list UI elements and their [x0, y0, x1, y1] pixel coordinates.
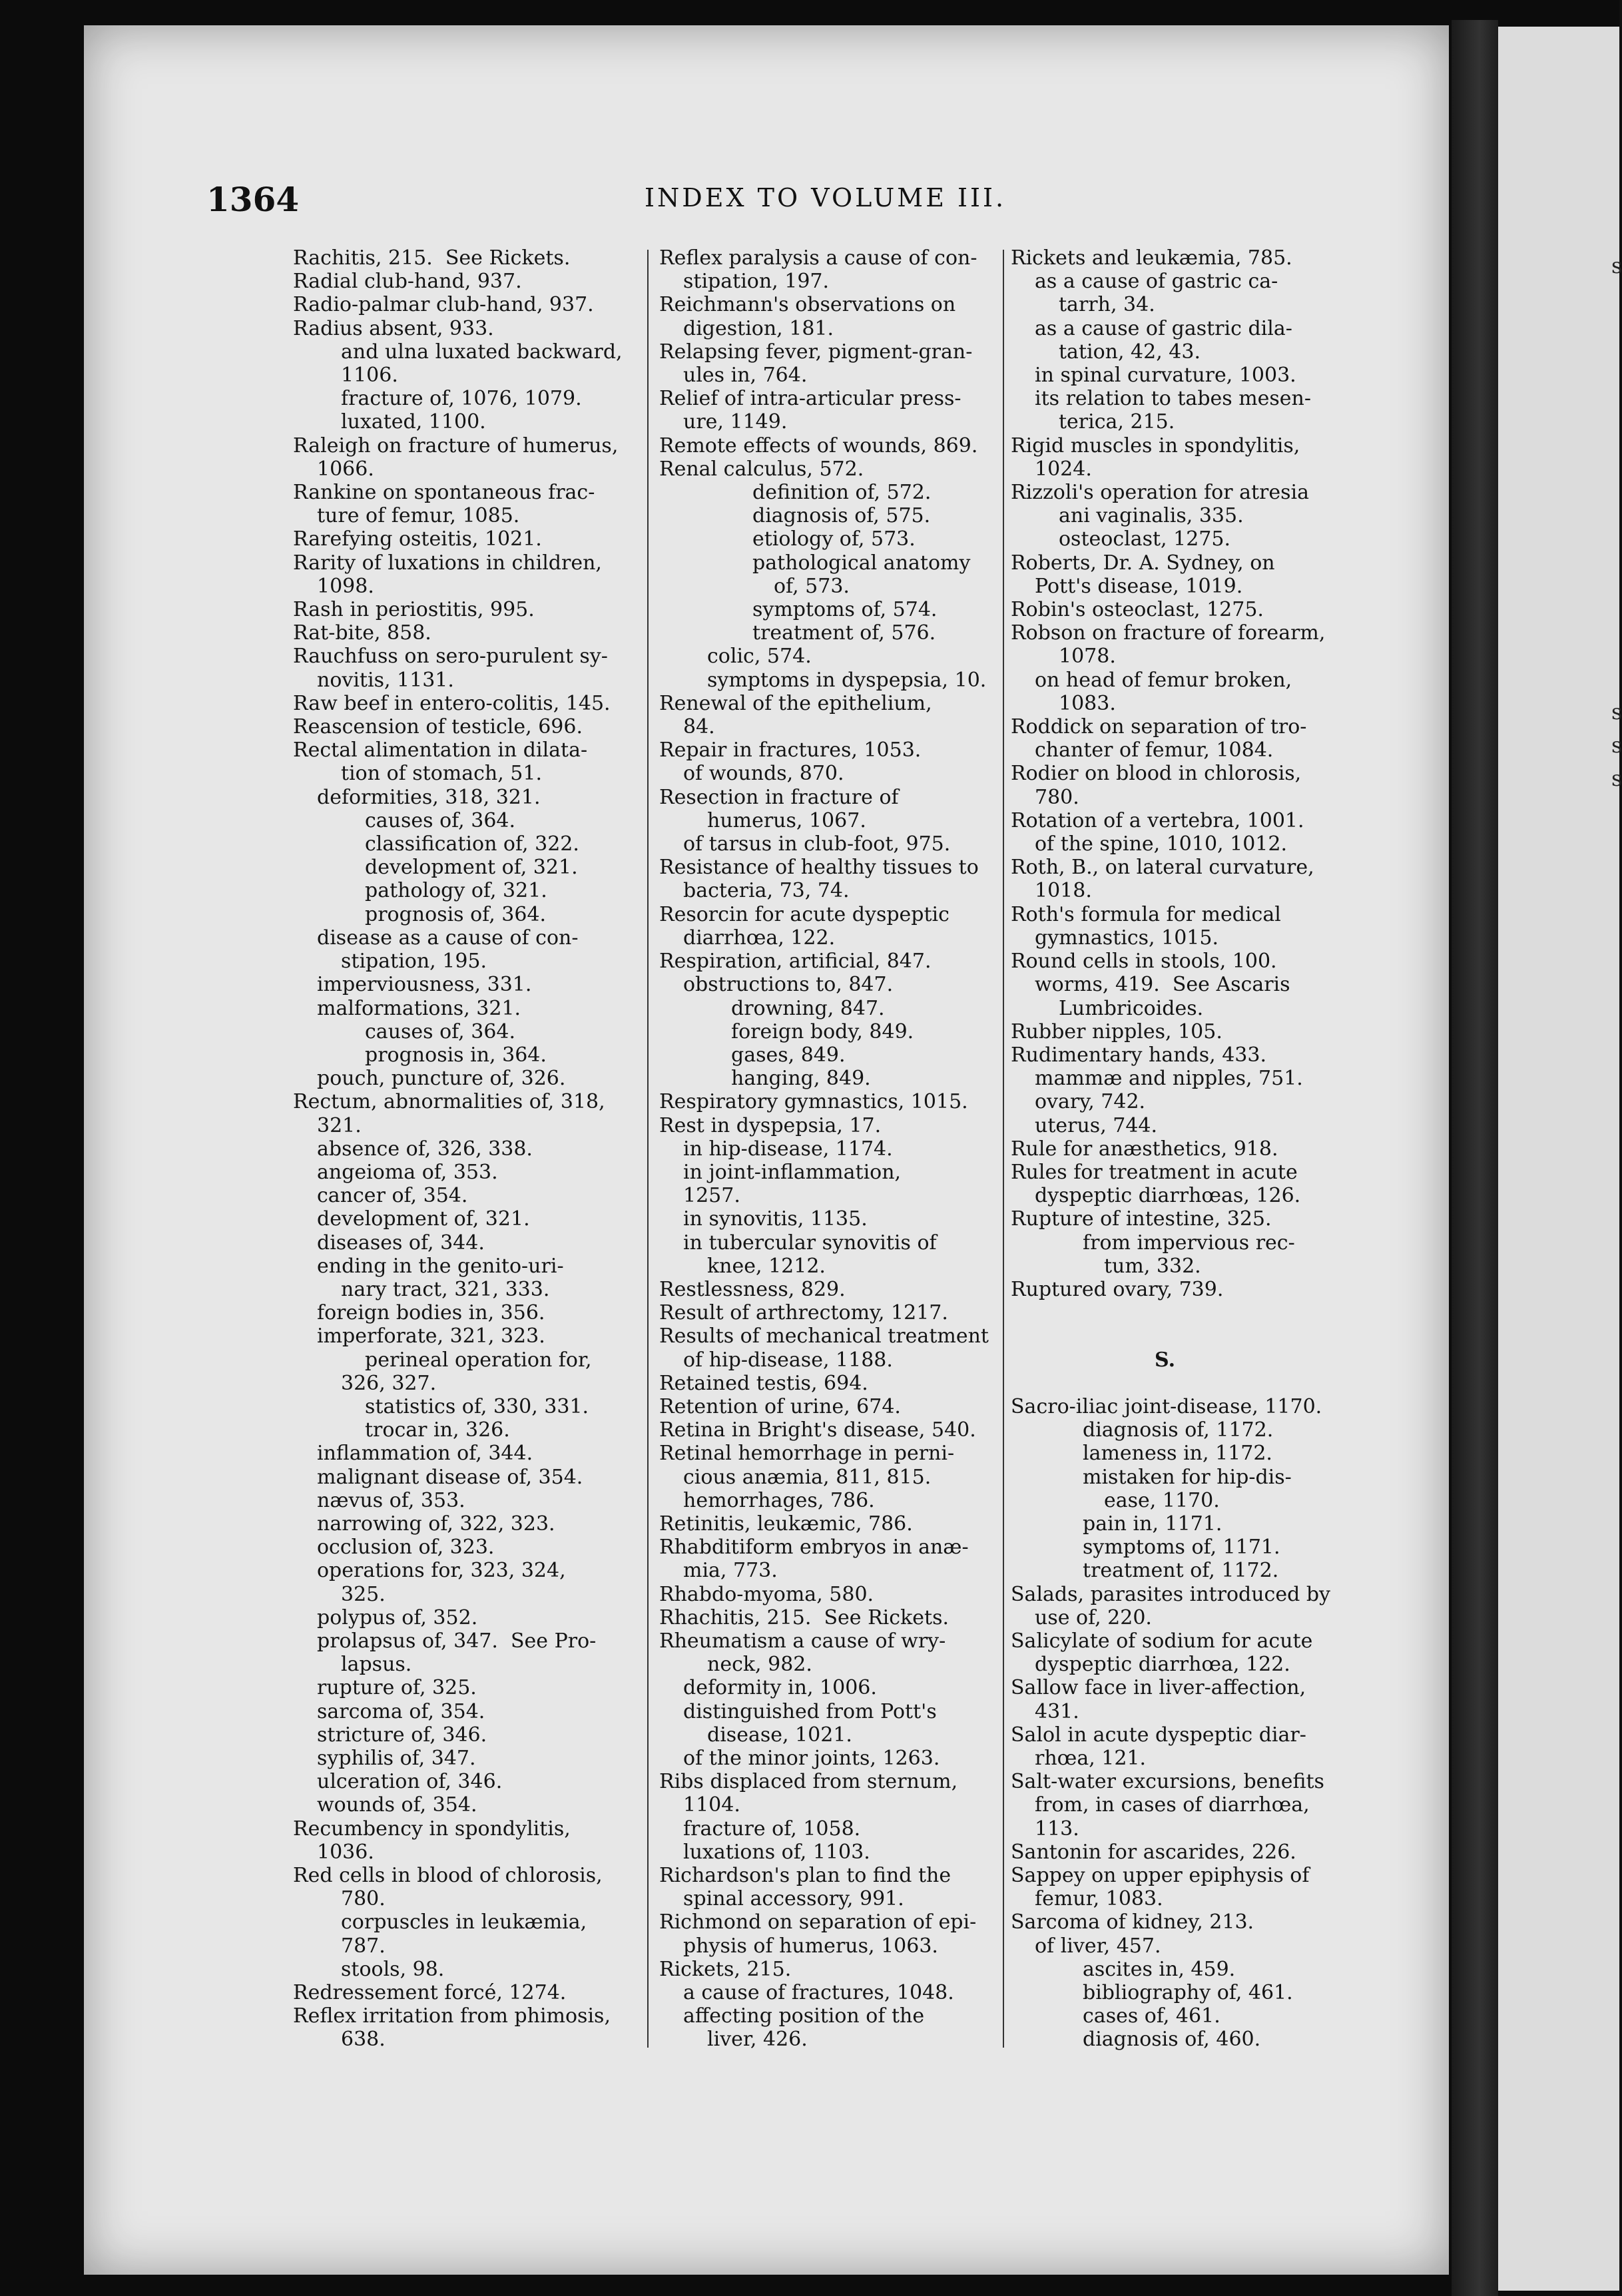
index-subentry: distinguished from Pott's — [683, 1699, 937, 1723]
index-subentry: femur, 1083. — [1035, 1887, 1163, 1911]
index-entry: Roth's formula for medical — [1011, 902, 1281, 926]
index-subentry: narrowing of, 322, 323. — [317, 1512, 555, 1536]
index-entry: Richmond on separation of epi- — [659, 1910, 977, 1934]
index-subentry: nævus of, 353. — [317, 1488, 465, 1512]
index-entry: Respiration, artificial, 847. — [659, 950, 932, 974]
index-entry: Reichmann's observations on — [659, 293, 956, 317]
index-subentry: in joint-inflammation, — [683, 1160, 902, 1184]
index-subentry: etiology of, 573. — [752, 527, 916, 551]
index-entry: Rhabdo-myoma, 580. — [659, 1582, 874, 1606]
index-subentry: 1098. — [317, 574, 374, 598]
index-subentry: 1257. — [683, 1184, 740, 1208]
index-subentry: 431. — [1035, 1699, 1079, 1723]
index-entry: Resection in fracture of — [659, 785, 899, 809]
index-subentry: trocar in, 326. — [365, 1418, 510, 1442]
index-subentry: use of, 220. — [1035, 1605, 1152, 1629]
index-entry: Santonin for ascarides, 226. — [1011, 1840, 1296, 1864]
index-subentry: perineal operation for, — [365, 1348, 592, 1372]
index-subentry: osteoclast, 1275. — [1059, 527, 1231, 551]
index-subentry: of, 573. — [774, 574, 850, 598]
index-entry: Remote effects of wounds, 869. — [659, 433, 978, 457]
page-number: 1364 — [206, 180, 300, 219]
index-subentry: ure, 1149. — [683, 410, 788, 434]
index-subentry: its relation to tabes mesen- — [1035, 387, 1312, 411]
index-subentry: 326, 327. — [341, 1371, 437, 1395]
index-subentry: treatment of, 1172. — [1083, 1559, 1279, 1583]
index-entry: Rizzoli's operation for atresia — [1011, 481, 1309, 505]
index-subentry: stools, 98. — [341, 1957, 445, 1981]
index-subentry: of the spine, 1010, 1012. — [1035, 832, 1288, 856]
index-entry: Radius absent, 933. — [293, 316, 494, 340]
index-entry: Sappey on upper epiphysis of — [1011, 1863, 1310, 1887]
index-subentry: polypus of, 352. — [317, 1605, 478, 1629]
index-subentry: imperviousness, 331. — [317, 973, 532, 997]
index-subentry: syphilis of, 347. — [317, 1747, 476, 1770]
index-subentry: 1104. — [683, 1793, 740, 1817]
index-subentry: ovary, 742. — [1035, 1090, 1146, 1114]
index-subentry: of tarsus in club-foot, 975. — [683, 832, 951, 856]
index-subentry: of the minor joints, 1263. — [683, 1747, 940, 1770]
index-entry: Reflex irritation from phimosis, — [293, 2004, 611, 2028]
index-subentry: drowning, 847. — [731, 996, 885, 1020]
index-subentry: as a cause of gastric ca- — [1035, 270, 1278, 294]
index-subentry: luxated, 1100. — [341, 410, 486, 434]
index-entry: Retinal hemorrhage in perni- — [659, 1442, 955, 1466]
index-subentry: and ulna luxated backward, — [341, 340, 623, 364]
index-entry: Radial club-hand, 937. — [293, 270, 522, 294]
index-entry: Salol in acute dyspeptic diar- — [1011, 1723, 1306, 1747]
index-subentry: development of, 321. — [365, 856, 578, 880]
index-subentry: diagnosis of, 460. — [1083, 2028, 1261, 2052]
index-subentry: deformities, 318, 321. — [317, 785, 541, 809]
index-entry: Rectal alimentation in dilata- — [293, 738, 588, 762]
index-entry: Rachitis, 215. See Rickets. — [293, 246, 571, 270]
index-subentry: terica, 215. — [1059, 410, 1175, 434]
index-entry: Red cells in blood of chlorosis, — [293, 1864, 603, 1888]
index-subentry: 780. — [1035, 785, 1079, 809]
index-subentry: pathological anatomy — [752, 551, 971, 575]
index-entry: Sarcoma of kidney, 213. — [1011, 1910, 1254, 1934]
index-entry: Raw beef in entero-colitis, 145. — [293, 691, 611, 715]
index-subentry: dyspeptic diarrhœas, 126. — [1035, 1184, 1301, 1208]
index-subentry: bibliography of, 461. — [1083, 1980, 1293, 2004]
index-subentry: 321. — [317, 1113, 362, 1137]
blank-line — [1011, 1372, 1344, 1395]
index-entry: Reascension of testicle, 696. — [293, 715, 583, 739]
index-subentry: 1024. — [1035, 457, 1092, 481]
index-subentry: spinal accessory, 991. — [683, 1887, 904, 1911]
index-subentry: pain in, 1171. — [1083, 1512, 1222, 1536]
index-subentry: digestion, 181. — [683, 316, 834, 340]
index-subentry: on head of femur broken, — [1035, 668, 1292, 692]
index-entry: Round cells in stools, 100. — [1011, 950, 1277, 974]
index-entry: Sacro-iliac joint-disease, 1170. — [1011, 1394, 1322, 1418]
index-entry: Rules for treatment in acute — [1011, 1160, 1298, 1184]
index-subentry: stipation, 197. — [683, 270, 830, 294]
index-subentry: stricture of, 346. — [317, 1723, 487, 1747]
index-entry: Reflex paralysis a cause of con- — [659, 246, 977, 270]
index-subentry: in synovitis, 1135. — [683, 1207, 868, 1231]
index-entry: Robson on fracture of forearm, — [1011, 621, 1326, 645]
index-subentry: ules in, 764. — [683, 364, 808, 388]
index-entry: Rhachitis, 215. See Rickets. — [659, 1605, 949, 1629]
index-subentry: tion of stomach, 51. — [341, 762, 543, 786]
index-subentry: deformity in, 1006. — [683, 1676, 877, 1700]
index-subentry: pouch, puncture of, 326. — [317, 1067, 566, 1091]
index-subentry: symptoms of, 574. — [752, 598, 938, 622]
index-entry: Roberts, Dr. A. Sydney, on — [1011, 551, 1275, 575]
index-subentry: 1078. — [1059, 645, 1116, 669]
index-entry: Result of arthrectomy, 1217. — [659, 1301, 948, 1325]
index-subentry: 638. — [341, 2028, 386, 2052]
index-entry: Rudimentary hands, 433. — [1011, 1043, 1266, 1067]
index-entry: Rotation of a vertebra, 1001. — [1011, 808, 1304, 832]
index-subentry: ease, 1170. — [1104, 1488, 1220, 1512]
index-subentry: diagnosis of, 1172. — [1083, 1418, 1274, 1442]
adjacent-page-letter: s — [1611, 766, 1622, 791]
index-subentry: colic, 574. — [707, 645, 812, 669]
index-entry: Radio-palmar club-hand, 937. — [293, 293, 594, 317]
index-entry: Rectum, abnormalities of, 318, — [293, 1090, 605, 1114]
index-subentry: hanging, 849. — [731, 1067, 871, 1091]
index-subentry: lameness in, 1172. — [1083, 1442, 1272, 1466]
index-subentry: malformations, 321. — [317, 996, 521, 1020]
index-subentry: ture of femur, 1085. — [317, 504, 520, 528]
index-entry: Retina in Bright's disease, 540. — [659, 1418, 976, 1442]
index-entry: Rash in periostitis, 995. — [293, 598, 535, 622]
index-entry: Rheumatism a cause of wry- — [659, 1629, 946, 1653]
index-subentry: Lumbricoides. — [1059, 996, 1204, 1020]
index-subentry: liver, 426. — [707, 2028, 808, 2052]
index-entry: Rickets and leukæmia, 785. — [1011, 246, 1292, 270]
index-subentry: corpuscles in leukæmia, — [341, 1910, 587, 1934]
index-subentry: disease as a cause of con- — [317, 926, 579, 950]
index-subentry: of hip-disease, 1188. — [683, 1348, 893, 1372]
index-entry: Relief of intra-articular press- — [659, 387, 961, 411]
index-subentry: 1106. — [341, 364, 398, 388]
index-subentry: 113. — [1035, 1817, 1079, 1841]
index-subentry: as a cause of gastric dila- — [1035, 316, 1292, 340]
book-gutter — [1452, 20, 1498, 2296]
index-column-1 — [293, 246, 633, 2052]
index-entry: Retained testis, 694. — [659, 1371, 868, 1395]
index-subentry: knee, 1212. — [707, 1254, 826, 1278]
index-entry: Repair in fractures, 1053. — [659, 738, 922, 762]
index-subentry: chanter of femur, 1084. — [1035, 738, 1274, 762]
index-subentry: fracture of, 1076, 1079. — [341, 387, 582, 411]
index-subentry: causes of, 364. — [365, 808, 516, 832]
index-entry: Rarefying osteitis, 1021. — [293, 527, 542, 551]
index-entry: Rest in dyspepsia, 17. — [659, 1113, 882, 1137]
index-entry: Respiratory gymnastics, 1015. — [659, 1090, 968, 1114]
index-subentry: from impervious rec- — [1083, 1231, 1295, 1255]
index-entry: Results of mechanical treatment — [659, 1324, 989, 1348]
section-letter-heading: S. — [1155, 1348, 1176, 1372]
index-subentry: stipation, 195. — [341, 950, 487, 974]
index-entry: Sallow face in liver-affection, — [1011, 1676, 1306, 1700]
index-subentry: absence of, 326, 338. — [317, 1137, 533, 1161]
index-entry: Rupture of intestine, 325. — [1011, 1207, 1272, 1231]
index-subentry: a cause of fractures, 1048. — [683, 1981, 954, 2005]
index-entry: Relapsing fever, pigment-gran- — [659, 340, 973, 364]
index-subentry: 1066. — [317, 457, 374, 481]
index-subentry: uterus, 744. — [1035, 1113, 1158, 1137]
index-subentry: from, in cases of diarrhœa, — [1035, 1793, 1310, 1817]
index-subentry: symptoms of, 1171. — [1083, 1536, 1280, 1560]
index-subentry: classification of, 322. — [365, 832, 579, 856]
index-subentry: fracture of, 1058. — [683, 1817, 861, 1841]
index-subentry: prolapsus of, 347. See Pro- — [317, 1629, 597, 1653]
index-subentry: wounds of, 354. — [317, 1793, 477, 1817]
index-subentry: ani vaginalis, 335. — [1059, 504, 1244, 528]
index-subentry: malignant disease of, 354. — [317, 1465, 583, 1489]
index-entry: Rodier on blood in chlorosis, — [1011, 762, 1302, 786]
index-entry: Renewal of the epithelium, — [659, 691, 932, 715]
index-entry: Richardson's plan to find the — [659, 1864, 951, 1888]
index-subentry: physis of humerus, 1063. — [683, 1934, 938, 1958]
index-subentry: foreign body, 849. — [731, 1019, 914, 1043]
index-subentry: in hip-disease, 1174. — [683, 1137, 893, 1161]
index-subentry: development of, 321. — [317, 1207, 530, 1231]
index-subentry: diarrhœa, 122. — [683, 926, 836, 950]
index-entry: Salicylate of sodium for acute — [1011, 1629, 1313, 1653]
index-entry: Resorcin for acute dyspeptic — [659, 902, 949, 926]
index-subentry: causes of, 364. — [365, 1019, 516, 1043]
index-subentry: Pott's disease, 1019. — [1035, 574, 1243, 598]
index-subentry: ascites in, 459. — [1083, 1957, 1236, 1981]
index-subentry: inflammation of, 344. — [317, 1442, 533, 1466]
index-subentry: statistics of, 330, 331. — [365, 1394, 589, 1418]
index-subentry: in tubercular synovitis of — [683, 1231, 937, 1255]
index-entry: Resistance of healthy tissues to — [659, 856, 979, 880]
index-subentry: sarcoma of, 354. — [317, 1699, 485, 1723]
adjacent-page-letter: s — [1611, 699, 1622, 724]
index-subentry: cases of, 461. — [1083, 2004, 1220, 2028]
index-subentry: affecting position of the — [683, 2004, 925, 2028]
index-subentry: 1083. — [1059, 691, 1116, 715]
index-subentry: treatment of, 576. — [752, 621, 936, 645]
index-subentry: imperforate, 321, 323. — [317, 1324, 545, 1348]
index-subentry: cancer of, 354. — [317, 1184, 468, 1208]
index-subentry: angeioma of, 353. — [317, 1160, 498, 1184]
blank-line — [1011, 1301, 1344, 1324]
index-subentry: of liver, 457. — [1035, 1934, 1161, 1958]
index-subentry: gymnastics, 1015. — [1035, 926, 1219, 950]
index-entry: Renal calculus, 572. — [659, 457, 864, 481]
index-entry: Redressement forcé, 1274. — [293, 1981, 567, 2005]
index-subentry: cious anæmia, 811, 815. — [683, 1465, 932, 1489]
index-subentry: operations for, 323, 324, — [317, 1559, 566, 1583]
index-subentry: diseases of, 344. — [317, 1231, 485, 1255]
index-column-2 — [659, 246, 989, 2052]
index-subentry: novitis, 1131. — [317, 668, 454, 692]
index-subentry: in spinal curvature, 1003. — [1035, 364, 1296, 388]
index-entry: Rigid muscles in spondylitis, — [1011, 433, 1300, 457]
index-entry: Recumbency in spondylitis, — [293, 1817, 571, 1841]
index-subentry: ulceration of, 346. — [317, 1770, 503, 1794]
index-subentry: luxations of, 1103. — [683, 1840, 870, 1864]
index-subentry: tum, 332. — [1104, 1254, 1201, 1278]
index-entry: Retention of urine, 674. — [659, 1394, 901, 1418]
index-entry: Salads, parasites introduced by — [1011, 1582, 1330, 1606]
index-entry: Ribs displaced from sternum, — [659, 1770, 958, 1794]
index-subentry: bacteria, 73, 74. — [683, 879, 850, 903]
index-subentry: obstructions to, 847. — [683, 973, 894, 997]
index-subentry: mammæ and nipples, 751. — [1035, 1067, 1303, 1091]
index-subentry: 780. — [341, 1887, 386, 1911]
index-subentry: 325. — [341, 1582, 386, 1606]
adjacent-page-letter: s — [1611, 732, 1622, 758]
index-entry: Restlessness, 829. — [659, 1277, 846, 1301]
index-subentry: mistaken for hip-dis- — [1083, 1465, 1292, 1489]
index-subentry: worms, 419. See Ascaris — [1035, 973, 1290, 997]
column-divider — [647, 250, 649, 2048]
index-entry: Rule for anæsthetics, 918. — [1011, 1137, 1278, 1161]
index-entry: Raleigh on fracture of humerus, — [293, 433, 619, 457]
index-entry: Rat-bite, 858. — [293, 621, 431, 645]
index-subentry: disease, 1021. — [707, 1723, 852, 1747]
index-entry: Rickets, 215. — [659, 1957, 792, 1981]
column-divider — [1003, 250, 1004, 2048]
index-subentry: ending in the genito-uri- — [317, 1254, 564, 1278]
index-subentry: hemorrhages, 786. — [683, 1488, 875, 1512]
index-entry: Roddick on separation of tro- — [1011, 715, 1307, 739]
index-subentry: foreign bodies in, 356. — [317, 1301, 545, 1325]
index-entry: Rarity of luxations in children, — [293, 551, 602, 575]
index-entry: Rankine on spontaneous frac- — [293, 481, 595, 505]
running-head: INDEX TO VOLUME III. — [645, 183, 1007, 212]
index-subentry: prognosis of, 364. — [365, 902, 547, 926]
index-entry: Salt-water excursions, benefits — [1011, 1770, 1324, 1794]
index-subentry: nary tract, 321, 333. — [341, 1277, 550, 1301]
index-subentry: mia, 773. — [683, 1559, 778, 1583]
adjacent-page-letter: s — [1611, 253, 1622, 278]
index-column-3 — [1011, 246, 1344, 2052]
index-subentry: prognosis in, 364. — [365, 1043, 547, 1067]
index-subentry: lapsus. — [341, 1653, 412, 1677]
index-subentry: of wounds, 870. — [683, 762, 844, 786]
index-subentry: diagnosis of, 575. — [752, 504, 931, 528]
index-subentry: humerus, 1067. — [707, 808, 866, 832]
index-subentry: pathology of, 321. — [365, 879, 547, 903]
index-subentry: tarrh, 34. — [1059, 293, 1155, 317]
index-subentry: rhœa, 121. — [1035, 1746, 1147, 1770]
index-subentry: 1036. — [317, 1840, 374, 1864]
index-subentry: neck, 982. — [707, 1653, 812, 1677]
index-subentry: tation, 42, 43. — [1059, 340, 1201, 364]
index-entry: Roth, B., on lateral curvature, — [1011, 856, 1314, 880]
index-entry: Rhabditiform embryos in anæ- — [659, 1536, 969, 1560]
index-subentry: definition of, 572. — [752, 481, 932, 505]
index-subentry: occlusion of, 323. — [317, 1536, 495, 1560]
index-subentry: rupture of, 325. — [317, 1676, 477, 1700]
index-subentry: gases, 849. — [731, 1043, 846, 1067]
index-subentry: 1018. — [1035, 879, 1092, 903]
index-entry: Robin's osteoclast, 1275. — [1011, 598, 1264, 622]
blank-line — [1011, 1324, 1344, 1348]
index-subentry: symptoms in dyspepsia, 10. — [707, 668, 987, 692]
index-entry: Rauchfuss on sero-purulent sy- — [293, 645, 608, 669]
index-entry: Ruptured ovary, 739. — [1011, 1277, 1224, 1301]
index-subentry: 84. — [683, 715, 715, 739]
index-entry: Retinitis, leukæmic, 786. — [659, 1512, 913, 1536]
index-subentry: dyspeptic diarrhœa, 122. — [1035, 1653, 1290, 1677]
index-subentry: 787. — [341, 1934, 386, 1958]
index-entry: Rubber nipples, 105. — [1011, 1019, 1222, 1043]
adjacent-page-edge — [1498, 27, 1622, 2291]
